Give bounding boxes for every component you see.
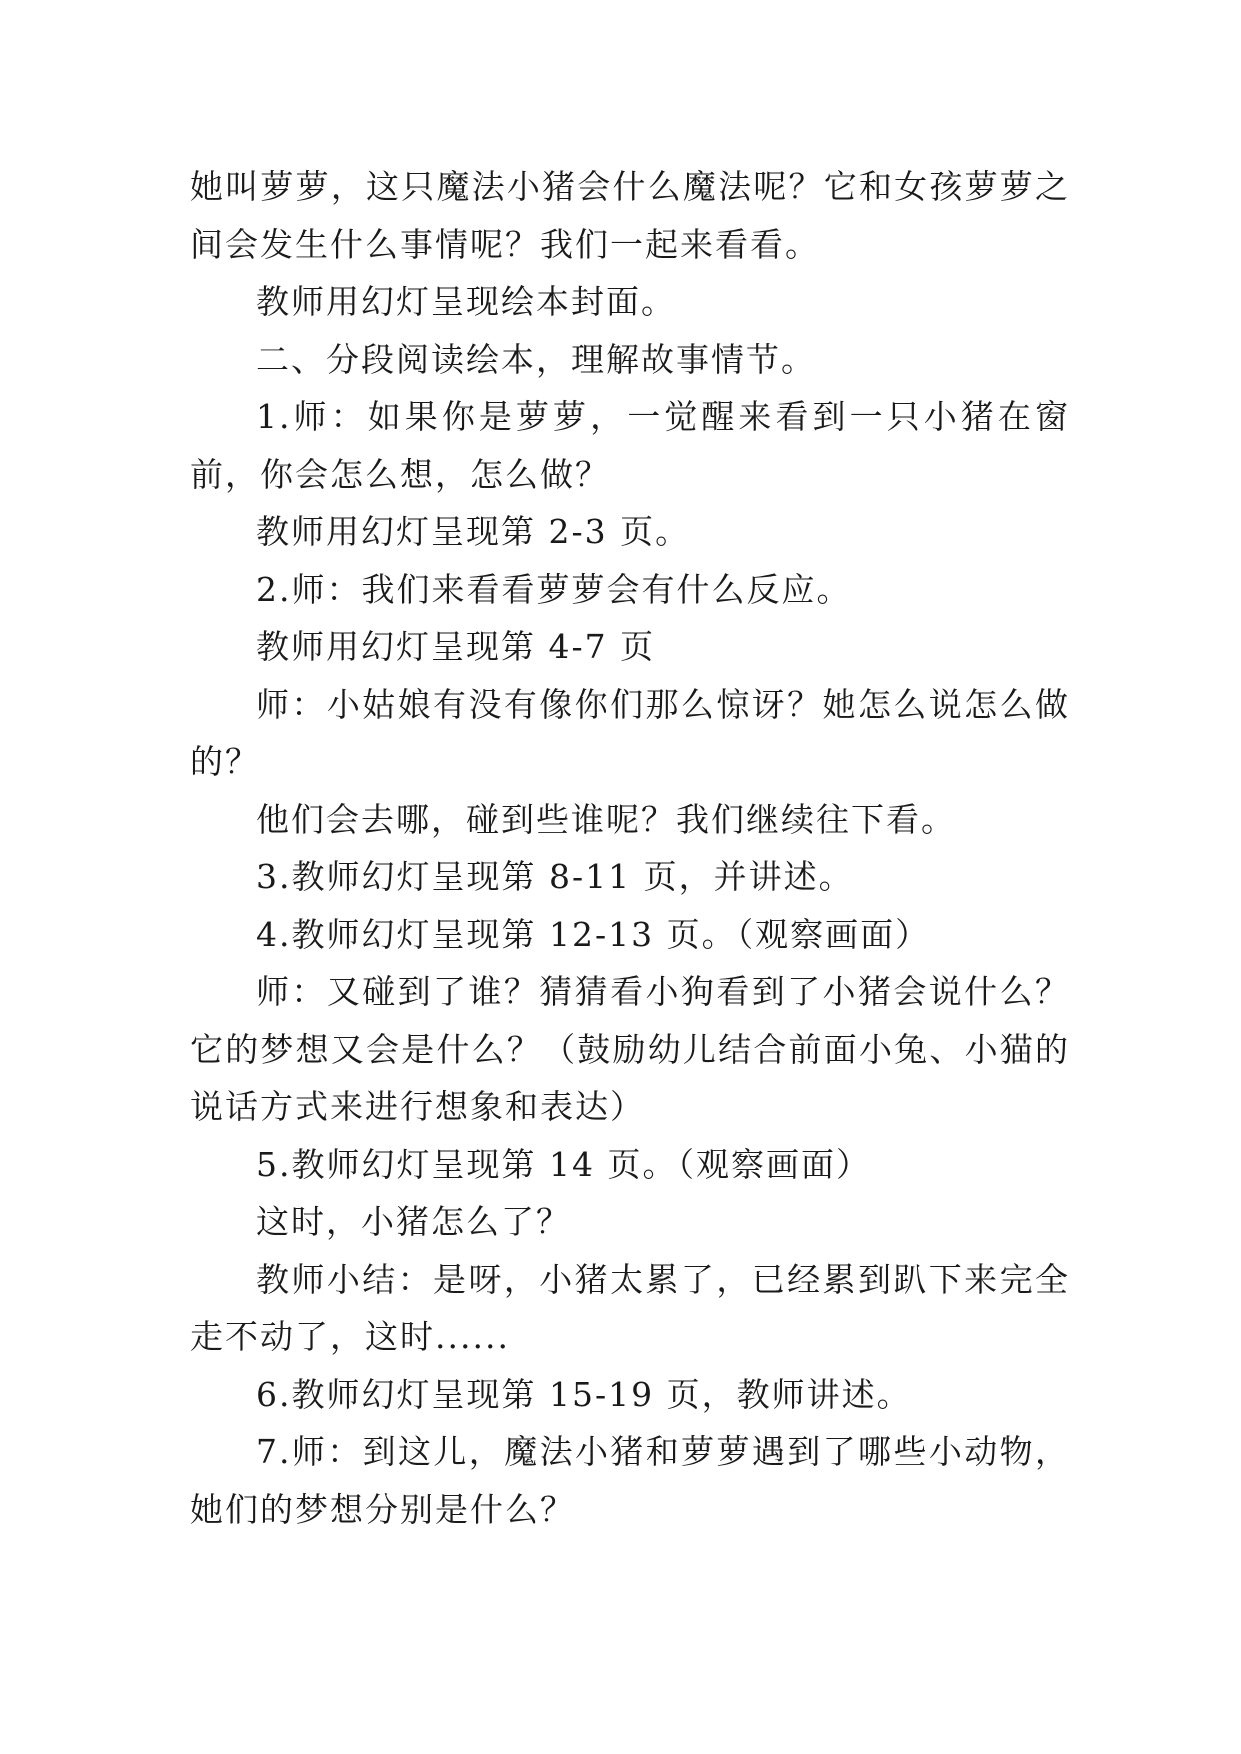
paragraph: 教师小结：是呀，小猪太累了，已经累到趴下来完全走不动了，这时...... bbox=[190, 1259, 1070, 1356]
paragraph: 2.师：我们来看看萝萝会有什么反应。 bbox=[256, 569, 852, 609]
paragraph: 师：小姑娘有没有像你们那么惊讶？她怎么说怎么做的？ bbox=[190, 684, 1070, 781]
paragraph: 6.教师幻灯呈现第 15-19 页，教师讲述。 bbox=[256, 1374, 912, 1414]
paragraph: 1.师：如果你是萝萝，一觉醒来看到一只小猪在窗前，你会怎么想，怎么做？ bbox=[190, 397, 1070, 494]
paragraph: 教师用幻灯呈现第 4-7 页 bbox=[256, 627, 656, 666]
paragraph: 这时，小猪怎么了？ bbox=[256, 1202, 571, 1241]
paragraph: 教师用幻灯呈现绘本封面。 bbox=[256, 282, 676, 321]
paragraph: 师：又碰到了谁？猜猜看小狗看到了小猪会说什么？它的梦想又会是什么？（鼓励幼儿结合前面小兔、小猫的说话方式来进行想象和表达） bbox=[190, 972, 1070, 1126]
paragraph: 他们会去哪，碰到些谁呢？我们继续往下看。 bbox=[256, 799, 956, 839]
paragraph: 5.教师幻灯呈现第 14 页。（观察画面） bbox=[256, 1144, 871, 1184]
paragraph: 教师用幻灯呈现第 2-3 页。 bbox=[256, 512, 691, 551]
document-body bbox=[190, 158, 1070, 1538]
paragraph: 4.教师幻灯呈现第 12-13 页。（观察画面） bbox=[256, 914, 931, 954]
paragraph: 3.教师幻灯呈现第 8-11 页，并讲述。 bbox=[256, 857, 854, 896]
section-heading: 二、分段阅读绘本，理解故事情节。 bbox=[256, 339, 816, 379]
paragraph: 7.师：到这儿，魔法小猪和萝萝遇到了哪些小动物，她们的梦想分别是什么？ bbox=[190, 1432, 1070, 1529]
paragraph: 她叫萝萝，这只魔法小猪会什么魔法呢？它和女孩萝萝之间会发生什么事情呢？我们一起来看看。 bbox=[190, 167, 1070, 264]
